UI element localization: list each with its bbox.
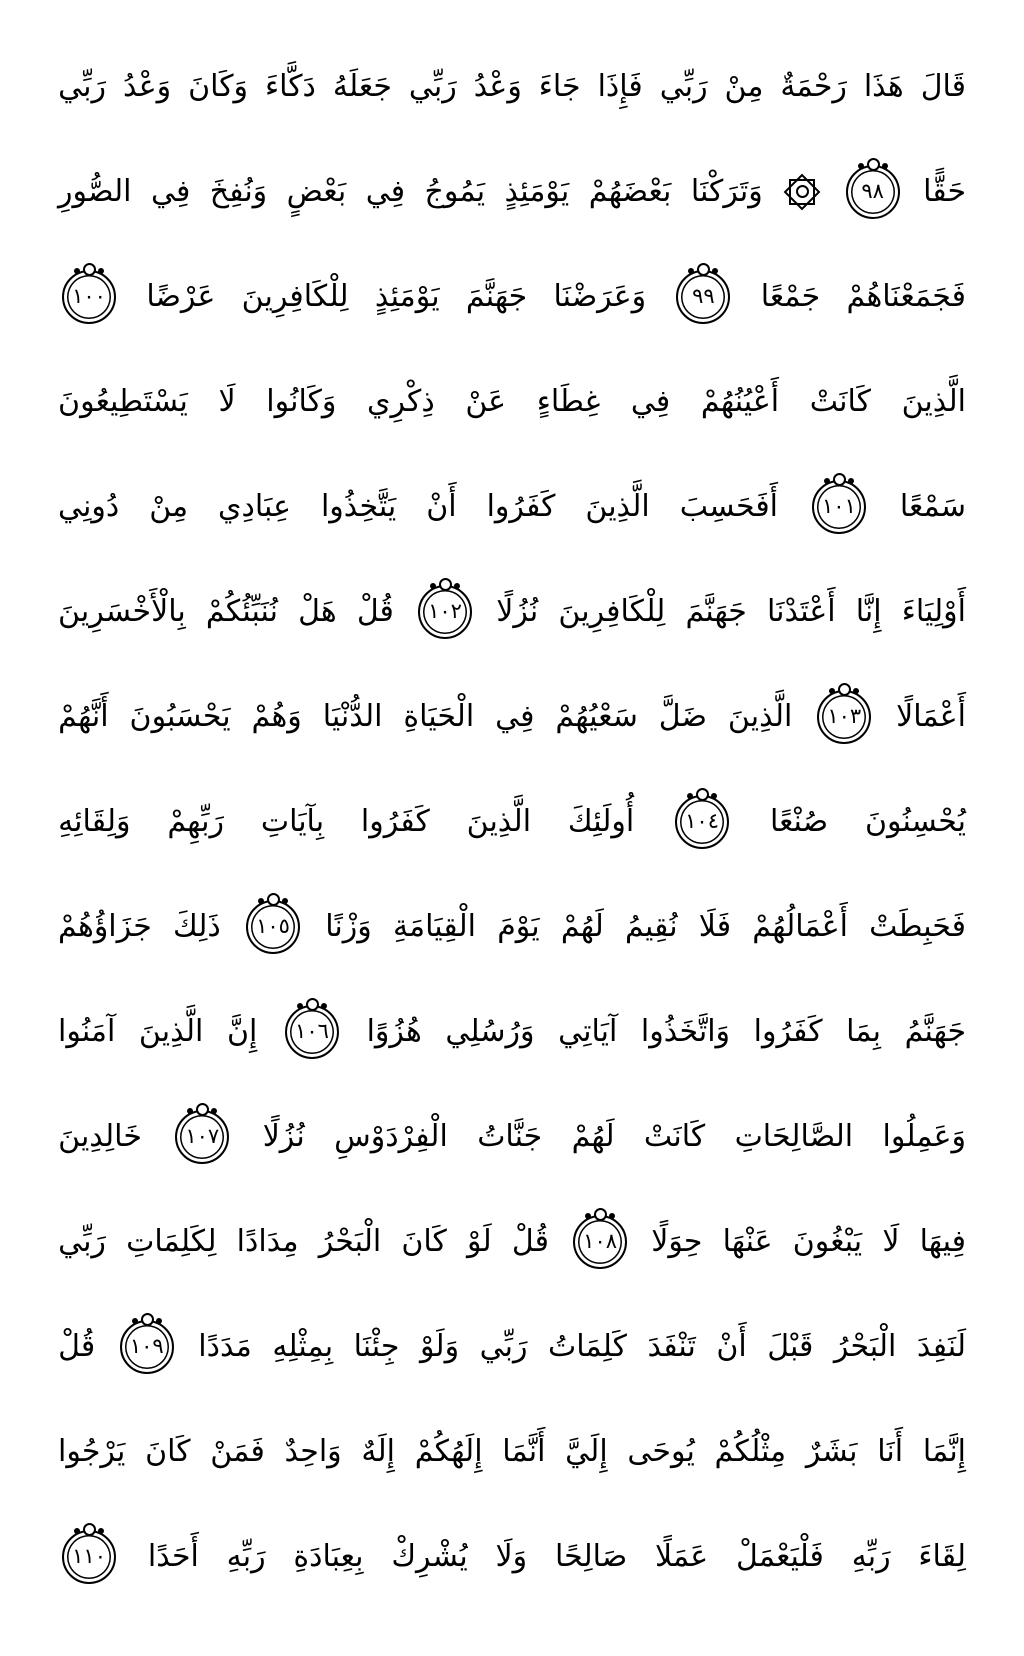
quran-word: جَهَنَّمَ: [685, 594, 747, 629]
ayah-end-marker: [418, 585, 472, 639]
quran-word: وَعَمِلُوا: [882, 1119, 966, 1154]
quran-word: يَتَّخِذُوا: [320, 489, 397, 524]
quran-word: بِآيَاتِ: [260, 804, 325, 839]
quran-word: إِنَّمَا: [922, 1434, 966, 1469]
quran-word: كَانَ: [401, 1224, 447, 1259]
quran-word: دَكَّاءَ: [265, 69, 316, 104]
quran-word: أَعْمَالُهُمْ: [752, 909, 848, 944]
quran-word: وَاحِدٌ: [284, 1434, 342, 1469]
mushaf-line: [58, 874, 966, 979]
ayah-end-marker: [246, 900, 300, 954]
quran-word: ذِكْرِي: [367, 384, 435, 419]
quran-word: عَمَلًا: [655, 1539, 709, 1574]
quran-word: آمَنُوا: [58, 1014, 116, 1049]
quran-word: وَعْدُ: [473, 69, 522, 104]
quran-word: فَلَا: [698, 909, 732, 944]
quran-word: إِنَّ: [226, 1014, 258, 1049]
quran-word: أُولَئِكَ: [567, 804, 635, 839]
quran-word: لَا: [218, 384, 236, 419]
mushaf-line: [58, 979, 966, 1084]
quran-word: هَلْ: [298, 594, 337, 629]
quran-word: بَعْضَهُمْ: [588, 174, 672, 209]
quran-word: رَبِّي: [58, 69, 106, 104]
quran-word: وَلَوْ: [419, 1329, 460, 1364]
quran-word: يَرْجُوا: [58, 1434, 126, 1469]
quran-word: رَبِّهِ: [226, 1539, 266, 1574]
quran-word: بِعِبَادَةِ: [293, 1539, 364, 1574]
quran-word: أَعْتَدْنَا: [767, 594, 836, 629]
quran-word: الْبَحْرُ: [318, 1224, 382, 1259]
ayah-end-marker: [817, 690, 871, 744]
mushaf-line: [58, 664, 966, 769]
quran-word: وَكَانُوا: [266, 384, 337, 419]
quran-word: الْفِرْدَوْسِ: [334, 1119, 448, 1154]
quran-word: وَتَرَكْنَا: [690, 174, 763, 209]
quran-word: صُنْعًا: [769, 804, 829, 839]
quran-word: جَهَنَّمُ: [904, 1014, 966, 1049]
quran-word: وَلِقَائِهِ: [58, 804, 131, 839]
quran-word: يَمُوجُ: [424, 174, 486, 209]
quran-word: مَدَدًا: [198, 1329, 252, 1364]
mushaf-line: [58, 349, 966, 454]
ayah-number: ٩٨: [861, 179, 884, 203]
ayah-number: ٩٩: [692, 284, 715, 308]
quran-word: رَحْمَةٌ: [780, 69, 847, 104]
quran-word: أَنَا: [877, 1434, 904, 1469]
quran-word: نُزُلًا: [262, 1119, 305, 1154]
mushaf-line: [58, 559, 966, 664]
quran-word: كَانَ: [145, 1434, 191, 1469]
ayah-number: ١٠٢: [428, 599, 462, 623]
quran-word: فَجَمَعْنَاهُمْ: [846, 279, 966, 314]
quran-word: جَنَّاتُ: [477, 1119, 543, 1154]
quran-word: كَفَرُوا: [360, 804, 430, 839]
quran-word: لَوْ: [467, 1224, 492, 1259]
ayah-end-marker: [812, 480, 866, 534]
quran-word: أَعْمَالًا: [896, 699, 966, 734]
quran-word: كَانَتْ: [809, 384, 871, 419]
rub-el-hizb-icon: [784, 174, 820, 210]
quran-word: مِثْلُكُمْ: [714, 1434, 787, 1469]
quran-word: رَبِّي: [479, 1329, 528, 1364]
quran-word: فَإِذَا: [597, 69, 643, 104]
quran-word: فِي: [150, 174, 191, 209]
quran-word: جَمْعًا: [760, 279, 821, 314]
quran-word: عَرْضًا: [146, 279, 216, 314]
ayah-number: ١٠٥: [256, 914, 290, 938]
quran-word: جَهَنَّمَ: [465, 279, 528, 314]
quran-word: يُحْسِنُونَ: [864, 804, 966, 839]
quran-word: رَبِّي: [659, 69, 708, 104]
quran-word: بِمَا: [846, 1014, 881, 1049]
quran-word: قُلْ: [58, 1329, 96, 1364]
ayah-number: ١٠٣: [827, 704, 862, 728]
ayah-end-marker: [62, 1530, 116, 1584]
quran-word: أَنْ: [426, 489, 457, 524]
quran-word: قُلْ: [511, 1224, 549, 1259]
mushaf-line: [58, 1504, 966, 1609]
quran-word: يَوْمَئِذٍ: [374, 279, 440, 314]
quran-word: فِي: [495, 699, 535, 734]
quran-word: الَّذِينَ: [585, 489, 650, 524]
mushaf-line: [58, 244, 966, 349]
quran-word: صَالِحًا: [554, 1539, 628, 1574]
quran-word: بَعْضٍ: [286, 174, 347, 209]
quran-word: وَرُسُلِي: [445, 1014, 535, 1049]
quran-word: جِئْنَا: [353, 1329, 400, 1364]
quran-word: فِي: [630, 384, 671, 419]
quran-word: يَوْمَ: [497, 909, 540, 944]
quran-word: عِبَادِي: [218, 489, 291, 524]
quran-word: يُشْرِكْ: [391, 1539, 468, 1574]
quran-word: وَعَرَضْنَا: [553, 279, 647, 314]
ayah-end-marker: [846, 165, 900, 219]
ayah-number: ١١٠: [72, 1544, 106, 1568]
quran-word: ذَلِكَ: [172, 909, 221, 944]
quran-word: هُزُوًا: [366, 1014, 422, 1049]
quran-word: رَبِّي: [58, 1224, 106, 1259]
quran-word: لَنَفِدَ: [916, 1329, 966, 1364]
quran-word: حَقًّا: [923, 174, 966, 209]
quran-word: أَنَّهُمْ: [58, 699, 109, 734]
quran-word: لَهُمْ: [571, 1119, 615, 1154]
quran-word: فَحَبِطَتْ: [869, 909, 966, 944]
quran-word: الَّذِينَ: [727, 699, 793, 734]
quran-word: كَفَرُوا: [486, 489, 556, 524]
quran-word: وَهُمْ: [251, 699, 302, 734]
quran-word: الْقِيَامَةِ: [392, 909, 476, 944]
ayah-number: ١٠٧: [185, 1124, 220, 1148]
quran-word: أَفَحَسِبَ: [679, 489, 778, 524]
quran-word: وَلَا: [495, 1539, 528, 1574]
mushaf-line: [58, 769, 966, 874]
ayah-end-marker: [62, 270, 116, 324]
quran-word: نُقِيمُ: [625, 909, 678, 944]
quran-word: بِمِثْلِهِ: [272, 1329, 334, 1364]
mushaf-line: [58, 1294, 966, 1399]
quran-word: قُلْ: [356, 594, 394, 629]
quran-word: مِنْ: [724, 69, 764, 104]
quran-word: لَهُمْ: [560, 909, 604, 944]
mushaf-line: [58, 1399, 966, 1504]
quran-word: يَسْتَطِيعُونَ: [58, 384, 188, 419]
quran-word: لَا: [882, 1224, 900, 1259]
quran-word: بِالْأَخْسَرِينَ: [58, 594, 186, 629]
quran-word: الَّذِينَ: [138, 1014, 204, 1049]
quran-word: غِطَاءٍ: [536, 384, 601, 419]
star-center-ring: [796, 185, 809, 198]
quran-word: وَزْنًا: [325, 909, 372, 944]
quran-word: فِي: [365, 174, 406, 209]
mushaf-line: [58, 139, 966, 244]
quran-word: سَعْيُهُمْ: [555, 699, 638, 734]
quran-word: مِدَادًا: [236, 1224, 299, 1259]
quran-word: نُنَبِّئُكُمْ: [205, 594, 278, 629]
quran-word: أَحَدًا: [147, 1539, 199, 1574]
quran-word: يُوحَى: [627, 1434, 695, 1469]
ayah-number: ١٠٠: [72, 284, 106, 308]
quran-word: خَالِدِينَ: [58, 1119, 142, 1154]
quran-word: عَنْهَا: [722, 1224, 773, 1259]
quran-word: وَاتَّخَذُوا: [640, 1014, 731, 1049]
quran-word: إِلَهُكُمْ: [414, 1434, 483, 1469]
quran-word: دُونِي: [58, 489, 120, 524]
ayah-number: ١٠١: [822, 494, 856, 518]
quran-word: أَوْلِيَاءَ: [901, 594, 966, 629]
quran-word: أَنْ: [716, 1329, 747, 1364]
quran-word: كَانَتْ: [643, 1119, 706, 1154]
quran-word: إِلَيَّ: [565, 1434, 608, 1469]
quran-word: الْبَحْرُ: [833, 1329, 897, 1364]
ayah-end-marker: [675, 795, 729, 849]
quran-word: وَعْدُ: [122, 69, 172, 104]
quran-word: لِقَاءَ: [918, 1539, 966, 1574]
quran-word: فَمَنْ: [210, 1434, 265, 1469]
quran-word: رَبِّهِمْ: [167, 804, 224, 839]
quran-word: يَوْمَئِذٍ: [504, 174, 570, 209]
quran-word: وَنُفِخَ: [209, 174, 268, 209]
quran-word: يَحْسَبُونَ: [129, 699, 231, 734]
quran-word: فَلْيَعْمَلْ: [736, 1539, 824, 1574]
quran-word: عَنْ: [465, 384, 507, 419]
quran-word: آيَاتِي: [558, 1014, 618, 1049]
ayah-number: ١٠٩: [129, 1334, 164, 1358]
quran-word: جَعَلَهُ: [332, 69, 392, 104]
quran-word: يَبْغُونَ: [792, 1224, 863, 1259]
ayah-number: ١٠٨: [583, 1229, 618, 1253]
quran-word: لِلْكَافِرِينَ: [558, 594, 666, 629]
mushaf-line: [58, 1189, 966, 1294]
quran-word: الصُّورِ: [58, 174, 132, 209]
quran-word: كَفَرُوا: [753, 1014, 823, 1049]
ayah-number: ١٠٦: [295, 1019, 329, 1043]
quran-word: أَنَّمَا: [502, 1434, 546, 1469]
quran-word: رَبِّهِ: [851, 1539, 891, 1574]
ayah-end-marker: [676, 270, 730, 324]
ayah-end-marker: [285, 1005, 339, 1059]
ayah-end-marker: [120, 1320, 174, 1374]
quran-word: قَبْلَ: [767, 1329, 814, 1364]
quran-word: هَذَا: [863, 69, 904, 104]
quran-word: تَنْفَدَ: [647, 1329, 696, 1364]
mushaf-line: [58, 1084, 966, 1189]
mushaf-line: [58, 34, 966, 139]
quran-word: حِوَلًا: [651, 1224, 703, 1259]
quran-word: أَعْيُنُهُمْ: [700, 384, 780, 419]
quran-word: بَشَرٌ: [805, 1434, 858, 1469]
ayah-end-marker: [573, 1215, 627, 1269]
quran-word: الْحَيَاةِ: [403, 699, 475, 734]
quran-word: الَّذِينَ: [466, 804, 532, 839]
quran-word: الصَّالِحَاتِ: [734, 1119, 854, 1154]
quran-word: لِكَلِمَاتِ: [126, 1224, 217, 1259]
quran-word: قَالَ: [920, 69, 966, 104]
quran-word: رَبِّي: [408, 69, 457, 104]
quran-word: فِيهَا: [919, 1224, 966, 1259]
quran-word: سَمْعًا: [899, 489, 966, 524]
ayah-end-marker: [175, 1110, 229, 1164]
quran-word: الَّذِينَ: [901, 384, 966, 419]
quran-word: الدُّنْيَا: [322, 699, 383, 734]
quran-word: مِنْ: [149, 489, 189, 524]
ayah-number: ١٠٤: [685, 809, 719, 833]
quran-word: ضَلَّ: [658, 699, 707, 734]
quran-word: جَزَاؤُهُمْ: [58, 909, 152, 944]
mushaf-line: [58, 454, 966, 559]
quran-word: كَلِمَاتُ: [547, 1329, 627, 1364]
quran-word: وَكَانَ: [188, 69, 249, 104]
quran-word: إِلَهٌ: [361, 1434, 395, 1469]
quran-word: نُزُلًا: [496, 594, 539, 629]
quran-word: إِنَّا: [855, 594, 882, 629]
quran-word: لِلْكَافِرِينَ: [241, 279, 349, 314]
quran-word: جَاءَ: [538, 69, 581, 104]
